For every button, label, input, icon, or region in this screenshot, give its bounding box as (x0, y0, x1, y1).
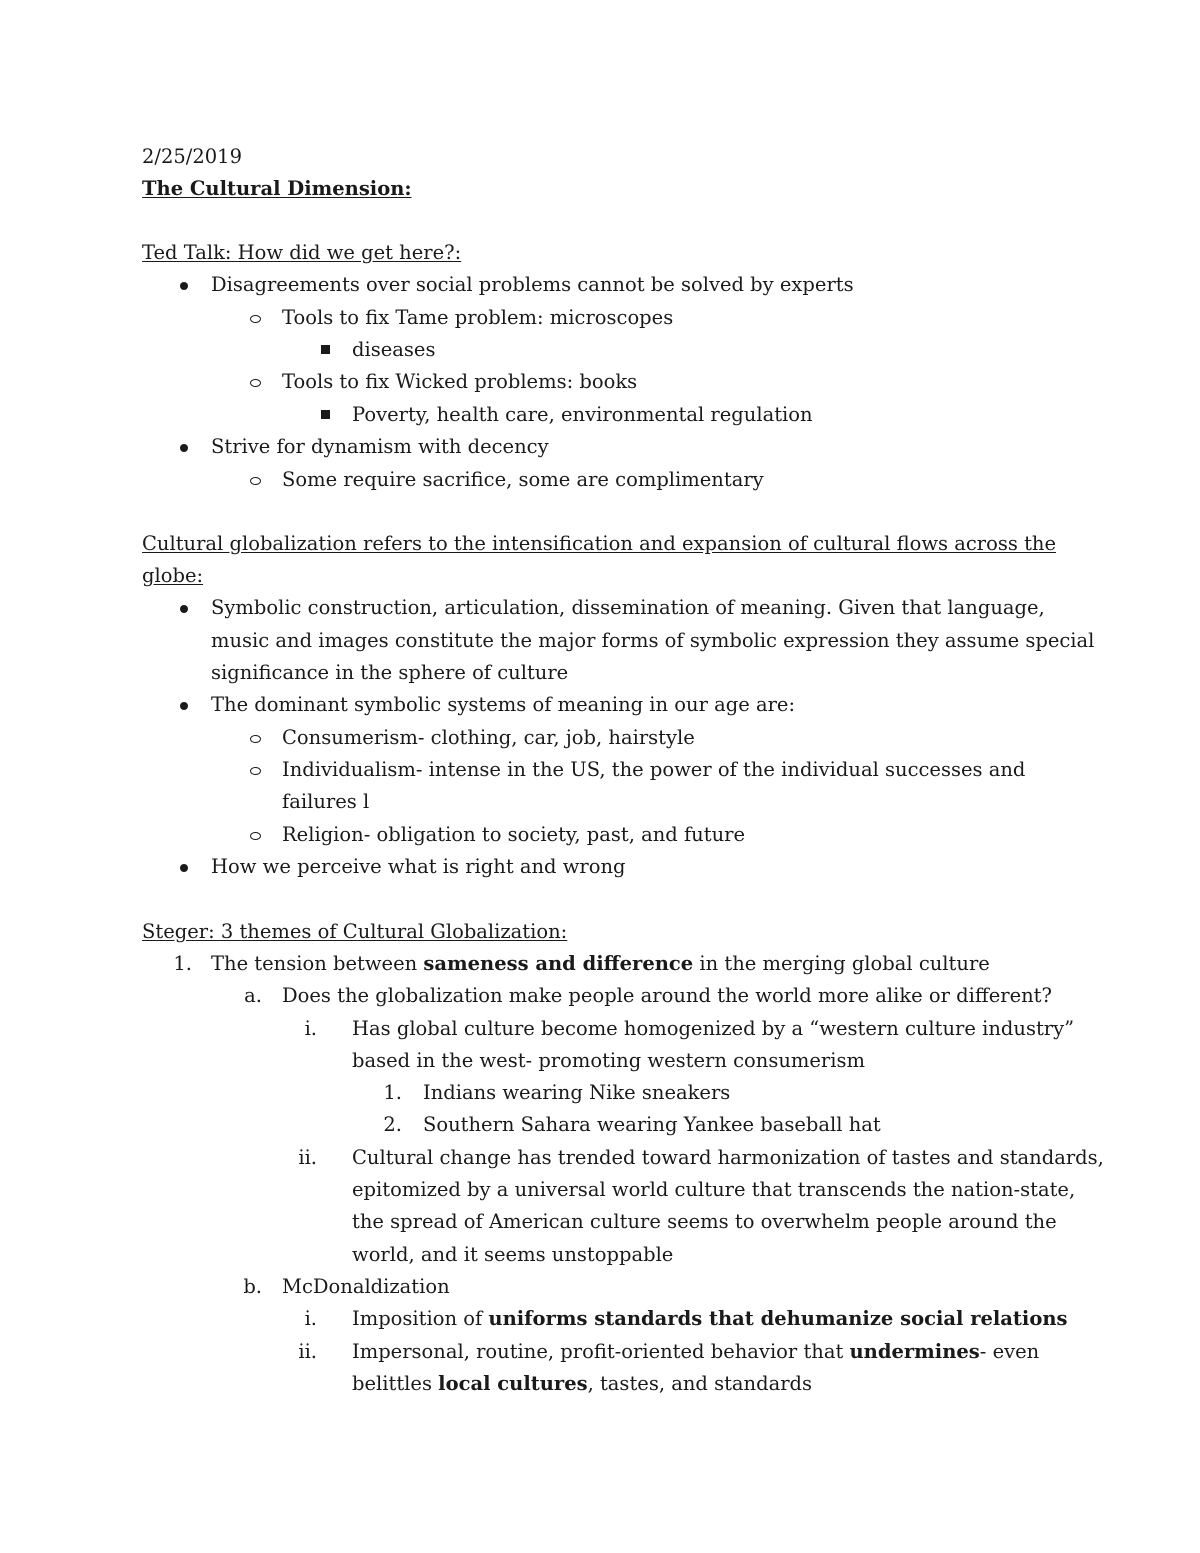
list-item: Does the globalization make people around the world more alike or different? (282, 984, 1052, 1007)
list-item: The tension between sameness and difference in the merging global culture (211, 952, 990, 975)
date: 2/25/2019 (142, 145, 242, 168)
list-item-cont: world, and it seems unstoppable (352, 1243, 674, 1266)
circle-bullet-icon (250, 832, 261, 840)
list-item: Disagreements over social problems cannot be solved by experts (211, 273, 854, 296)
circle-bullet-icon (250, 767, 261, 775)
list-roman: ii. (298, 1340, 317, 1363)
square-bullet-icon (321, 345, 330, 354)
bullet-icon (180, 282, 188, 290)
list-item: Tools to fix Tame problem: microscopes (282, 306, 674, 329)
list-number: 2. (383, 1113, 402, 1136)
list-number: 1. (173, 952, 192, 975)
square-bullet-icon (321, 410, 330, 419)
list-item: Cultural change has trended toward harmonization of tastes and standards, (352, 1146, 1104, 1169)
list-letter: b. (243, 1275, 262, 1298)
list-item-cont: epitomized by a universal world culture that transcends the nation-state, (352, 1178, 1076, 1201)
list-number: 1. (383, 1081, 402, 1104)
list-item: Religion- obligation to society, past, and future (282, 823, 746, 846)
bullet-icon (180, 702, 188, 710)
list-item: The dominant symbolic systems of meaning in our age are: (211, 693, 796, 716)
list-item: Strive for dynamism with decency (211, 435, 549, 458)
list-item-cont: belittles local cultures, tastes, and standards (352, 1372, 813, 1395)
list-roman: i. (304, 1017, 317, 1040)
globalization-heading-cont: globe: (142, 564, 204, 587)
list-item: Symbolic construction, articulation, dissemination of meaning. Given that language, (211, 596, 1045, 619)
list-item-cont: significance in the sphere of culture (211, 661, 569, 684)
list-item: Indians wearing Nike sneakers (423, 1081, 731, 1104)
circle-bullet-icon (250, 379, 261, 387)
circle-bullet-icon (250, 315, 261, 323)
bullet-icon (180, 444, 188, 452)
bullet-icon (180, 605, 188, 613)
list-item: Impersonal, routine, profit-oriented behavior that undermines- even (352, 1340, 1040, 1363)
list-item: Southern Sahara wearing Yankee baseball hat (423, 1113, 881, 1136)
list-item: Has global culture become homogenized by a “western culture industry” (352, 1017, 1075, 1040)
list-item: diseases (352, 338, 436, 361)
list-item-cont: music and images constitute the major forms of symbolic expression they assume special (211, 629, 1095, 652)
list-item: Tools to fix Wicked problems: books (282, 370, 638, 393)
list-item: Consumerism- clothing, car, job, hairstyle (282, 726, 695, 749)
list-item: Some require sacrifice, some are complimentary (282, 468, 764, 491)
list-item-cont: failures l (282, 790, 370, 813)
page-title: The Cultural Dimension: (142, 177, 412, 200)
globalization-heading: Cultural globalization refers to the intensification and expansion of cultural flows across the (142, 532, 1057, 555)
list-item: McDonaldization (282, 1275, 450, 1298)
list-roman: i. (304, 1307, 317, 1330)
list-item: Imposition of uniforms standards that dehumanize social relations (352, 1307, 1068, 1330)
list-item-cont: based in the west- promoting western consumerism (352, 1049, 865, 1072)
list-item: Poverty, health care, environmental regulation (352, 403, 813, 426)
list-item-cont: the spread of American culture seems to overwhelm people around the (352, 1210, 1057, 1233)
list-roman: ii. (298, 1146, 317, 1169)
list-item: Individualism- intense in the US, the power of the individual successes and (282, 758, 1026, 781)
circle-bullet-icon (250, 477, 261, 485)
circle-bullet-icon (250, 735, 261, 743)
list-item: How we perceive what is right and wrong (211, 855, 626, 878)
bullet-icon (180, 864, 188, 872)
ted-heading: Ted Talk: How did we get here?: (142, 241, 462, 264)
steger-heading: Steger: 3 themes of Cultural Globalization: (142, 920, 568, 943)
list-letter: a. (244, 984, 262, 1007)
